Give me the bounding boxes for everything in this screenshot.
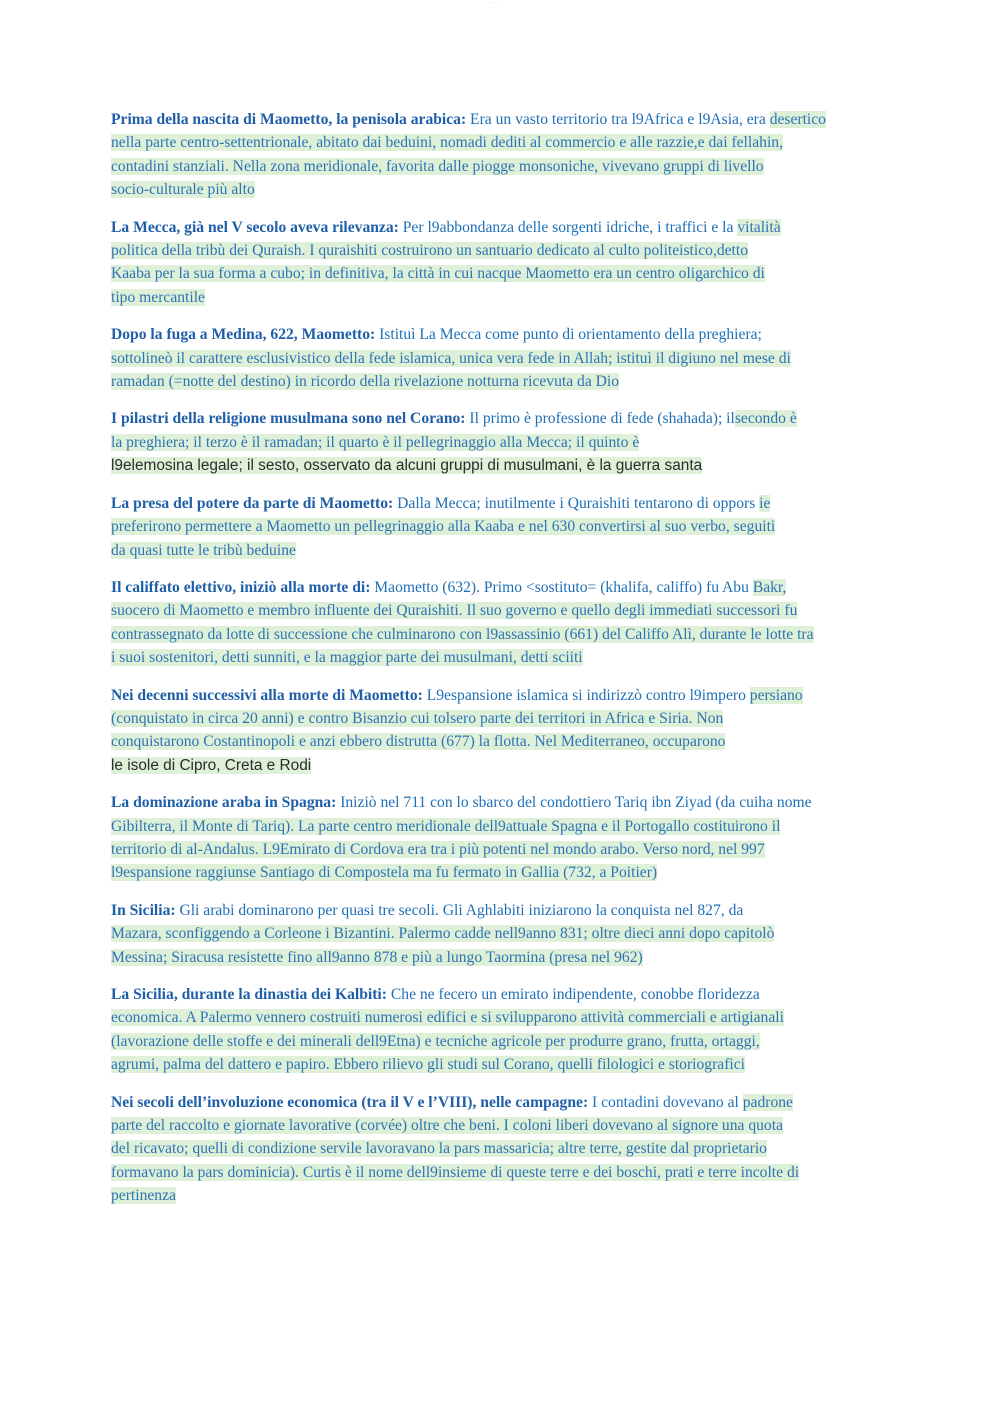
text-line — [111, 983, 886, 1006]
text-line — [111, 946, 886, 969]
highlighted-text: del ricavato; quelli di condizione servile lavoravano la pars massaricia; altre terre, — [111, 1140, 626, 1158]
text-line — [111, 861, 886, 884]
highlighted-text: ie — [759, 494, 771, 512]
highlighted-text: nord, nel 997 — [681, 840, 765, 858]
highlighted-text: l9elemosina legale; il sesto, osservato da alcuni gruppi di musulmani, è la guerra santa — [111, 457, 703, 475]
highlighted-text: vitalità — [737, 218, 781, 236]
highlighted-text: successori fu — [716, 602, 798, 620]
highlighted-text: (conquistato in circa 20 anni) e contro Bisanzio cui tolsero parte dei territori in Africa e Siria. — [111, 709, 697, 727]
highlighted-text: padrone — [742, 1093, 793, 1111]
text-line — [111, 216, 886, 239]
text-line — [111, 108, 886, 131]
highlighted-text: contadini stanziali. Nella zona meridionale, favorita dalle piogge monsoniche, vivevano — [111, 157, 664, 175]
highlighted-text: persiano — [749, 686, 803, 704]
highlighted-text: politica della tribù dei Quraish. I quraishiti costruirono un santuario dedicato al culto politeistico,detto — [111, 242, 749, 260]
paragraph — [111, 791, 886, 885]
text-line — [111, 1053, 886, 1076]
highlighted-text: socio-culturale più alto — [111, 181, 255, 199]
paragraph — [111, 492, 886, 562]
highlighted-text: capitolò — [724, 925, 775, 943]
highlighted-text: nella parte centro-settentrionale, abitato dai beduini, nomadi dediti al commercio e alle razzie,e dai fellahin, — [111, 134, 783, 152]
highlighted-text: l9espansione raggiunse Santiago di Compostela ma fu fermato in Gallia (732, a Poitier) — [111, 864, 658, 882]
body-text: Gli arabi dominarono per quasi tre secoli. Gli Aghlabiti iniziarono la conquista nel 827, da — [175, 901, 744, 919]
text-line — [111, 599, 886, 622]
text-line — [111, 646, 886, 669]
paragraph — [111, 983, 886, 1077]
highlighted-text: agrumi, palma del dattero e papiro. Ebbero rilievo gli studi sul Corano, quelli filologici e storiografici — [111, 1056, 745, 1074]
text-line — [111, 1161, 886, 1184]
paragraph — [111, 323, 886, 393]
paragraph-heading: Dopo la fuga a Medina, 622, Maometto: — [111, 326, 376, 344]
highlighted-text: i suoi sostenitori, detti sunniti, e la maggior parte dei musulmani, detti sciiti — [111, 649, 583, 667]
highlighted-text: economica. A Palermo vennero costruiti numerosi edifici e si svilupparono attività commerciali e artigianali — [111, 1009, 784, 1027]
highlighted-text: boschi, prati e terre incolte di — [616, 1163, 800, 1181]
paragraph-heading: La dominazione araba in Spagna: — [111, 794, 337, 812]
text-line — [111, 576, 886, 599]
highlighted-text: suocero di Maometto e membro influente dei Quraishiti. Il suo governo e quello degli immediati — [111, 602, 717, 620]
text-line — [111, 286, 886, 309]
highlighted-text: costituirono il — [693, 817, 781, 835]
highlighted-text: da quasi tutte le tribù beduine — [111, 541, 296, 559]
highlighted-text: mese di — [742, 349, 791, 367]
highlighted-text: la preghiera; il terzo è il ramadan; il quarto è il pellegrinaggio alla Mecca; il quinto è — [111, 433, 640, 451]
paragraph-heading: La Mecca, già nel V secolo aveva rilevanza: — [111, 218, 399, 236]
body-text: Istituì La Mecca come punto di orientamento della preghiera; — [375, 326, 762, 344]
highlighted-text: conquistarono Costantinopoli e anzi ebbero distrutta (677) la flotta. Nel Mediterraneo, occuparono — [111, 733, 726, 751]
paragraph — [111, 407, 886, 477]
text-line — [111, 815, 886, 838]
text-line — [111, 1137, 886, 1160]
paragraph — [111, 216, 886, 310]
text-line — [111, 1030, 886, 1053]
text-line — [111, 178, 886, 201]
paragraph — [111, 684, 886, 778]
text-line — [111, 131, 886, 154]
text-line — [111, 407, 886, 430]
highlighted-text: formavano la pars dominicia). Curtis è il nome dell9insieme di queste terre e dei — [111, 1163, 617, 1181]
paragraph-heading: Il califfato elettivo, iniziò alla morte di: — [111, 578, 371, 596]
highlighted-text: pertinenza — [111, 1187, 176, 1205]
highlighted-text: Kaaba per la sua forma a cubo; in definitiva, la città in cui nacque Maometto era un centro — [111, 265, 679, 283]
paragraph-heading: I pilastri della religione musulmana sono nel Corano: — [111, 410, 466, 428]
highlighted-text: preferirono permettere a Maometto un pellegrinaggio alla Kaaba e nel 630 convertirsi al suo verbo, — [111, 518, 734, 536]
highlighted-text: Messina; Siracusa resistette fino all9anno 878 e più a lungo Taormina (presa nel 962) — [111, 948, 643, 966]
paragraph-heading: Nei secoli dell’involuzione economica (tra il V e l’VIII), nelle campagne: — [111, 1093, 589, 1111]
highlighted-text: territorio di al-Andalus. L9Emirato di Cordova era tra i più potenti nel mondo arabo. Verso — [111, 840, 682, 858]
paragraph-heading: Nei decenni successivi alla morte di Maometto: — [111, 686, 423, 704]
text-line — [111, 515, 886, 538]
body-text: Maometto (632). Primo <sostituto= (khalifa, califfo) fu Abu — [370, 578, 753, 596]
text-line — [111, 262, 886, 285]
highlighted-text: ramadan (=notte del destino) in ricordo della rivelazione notturna ricevuta da Dio — [111, 373, 620, 391]
highlighted-text: oligarchico di — [678, 265, 765, 283]
highlighted-text: gruppi di livello — [663, 157, 764, 175]
text-line — [111, 1091, 886, 1114]
highlighted-text: parte del raccolto e giornate lavorative (corvée) oltre che beni. I coloni liberi dovevano al — [111, 1117, 673, 1135]
text-line — [111, 155, 886, 178]
highlighted-text: le isole di Cipro, Creta e Rodi — [111, 756, 312, 774]
paragraph-heading: Prima della nascita di Maometto, la penisola arabica: — [111, 111, 467, 128]
body-text: L9espansione islamica si indirizzò contro l9impero — [422, 686, 750, 704]
text-line — [111, 239, 886, 262]
text-line — [111, 431, 886, 454]
highlighted-text: sottolineò il carattere esclusivistico della fede islamica, unica vera fede in Allah; istituì il digiuno nel — [111, 349, 743, 367]
text-line — [111, 791, 886, 814]
highlighted-text: (lavorazione delle stoffe e dei minerali dell9Etna) e tecniche agricole per produrre grano, frutta, ortaggi, — [111, 1032, 760, 1050]
paragraph-heading: La presa del potere da parte di Maometto: — [111, 494, 394, 512]
highlighted-text: Alì, durante le lotte tra — [671, 625, 814, 643]
paragraph-heading: La Sicilia, durante la dinastia dei Kalbiti: — [111, 986, 387, 1003]
highlighted-text: Bakr, — [752, 578, 787, 596]
highlighted-text: gestite dal proprietario — [625, 1140, 767, 1158]
body-text: Dalla Mecca; inutilmente i Quraishiti tentarono di oppors — [393, 494, 760, 512]
text-line — [111, 922, 886, 945]
body-text: Che ne fecero un emirato indipendente, conobbe floridezza — [386, 986, 760, 1003]
body-text: Iniziò nel 711 con lo sbarco del condottiero Tariq ibn Ziyad (da cuiha nome — [336, 794, 812, 812]
text-line — [111, 323, 886, 346]
text-line — [111, 754, 886, 777]
page-header-mark: · · · · · — [488, 0, 500, 5]
text-line — [111, 623, 886, 646]
paragraph — [111, 899, 886, 969]
text-line — [111, 539, 886, 562]
paragraph — [111, 1091, 886, 1208]
text-line — [111, 730, 886, 753]
highlighted-text: signore una quota — [672, 1117, 783, 1135]
text-line — [111, 1184, 886, 1207]
body-text: Il primo è professione di fede (shahada); il — [465, 410, 735, 428]
document-page — [111, 108, 886, 1222]
text-line — [111, 838, 886, 861]
paragraph — [111, 108, 886, 202]
body-text: Per l9abbondanza delle sorgenti idriche, i traffici e la — [398, 218, 738, 236]
text-line — [111, 370, 886, 393]
text-line — [111, 899, 886, 922]
highlighted-text: desertico — [769, 111, 826, 128]
body-text: Era un vasto territorio tra l9Africa e l9Asia, era — [466, 111, 770, 128]
body-text: I contadini dovevano al — [588, 1093, 743, 1111]
text-line — [111, 707, 886, 730]
text-line — [111, 1006, 886, 1029]
highlighted-text: contrassegnato da lotte di successione che culminarono con l9assassinio (661) del Califfo — [111, 625, 672, 643]
text-line — [111, 492, 886, 515]
highlighted-text: Non — [696, 709, 724, 727]
highlighted-text: Mazara, sconfiggendo a Corleone i Bizantini. Palermo cadde nell9anno 831; oltre dieci anni dopo — [111, 925, 725, 943]
highlighted-text: tipo mercantile — [111, 288, 205, 306]
text-line — [111, 1114, 886, 1137]
text-line — [111, 347, 886, 370]
paragraph — [111, 576, 886, 670]
highlighted-text: seguiti — [733, 518, 776, 536]
paragraph-heading: In Sicilia: — [111, 901, 176, 919]
highlighted-text: Gibilterra, il Monte di Tariq). La parte centro meridionale dell9attuale Spagna e il Portogallo — [111, 817, 694, 835]
text-line — [111, 454, 886, 477]
text-line — [111, 684, 886, 707]
highlighted-text: secondo è — [734, 410, 797, 428]
